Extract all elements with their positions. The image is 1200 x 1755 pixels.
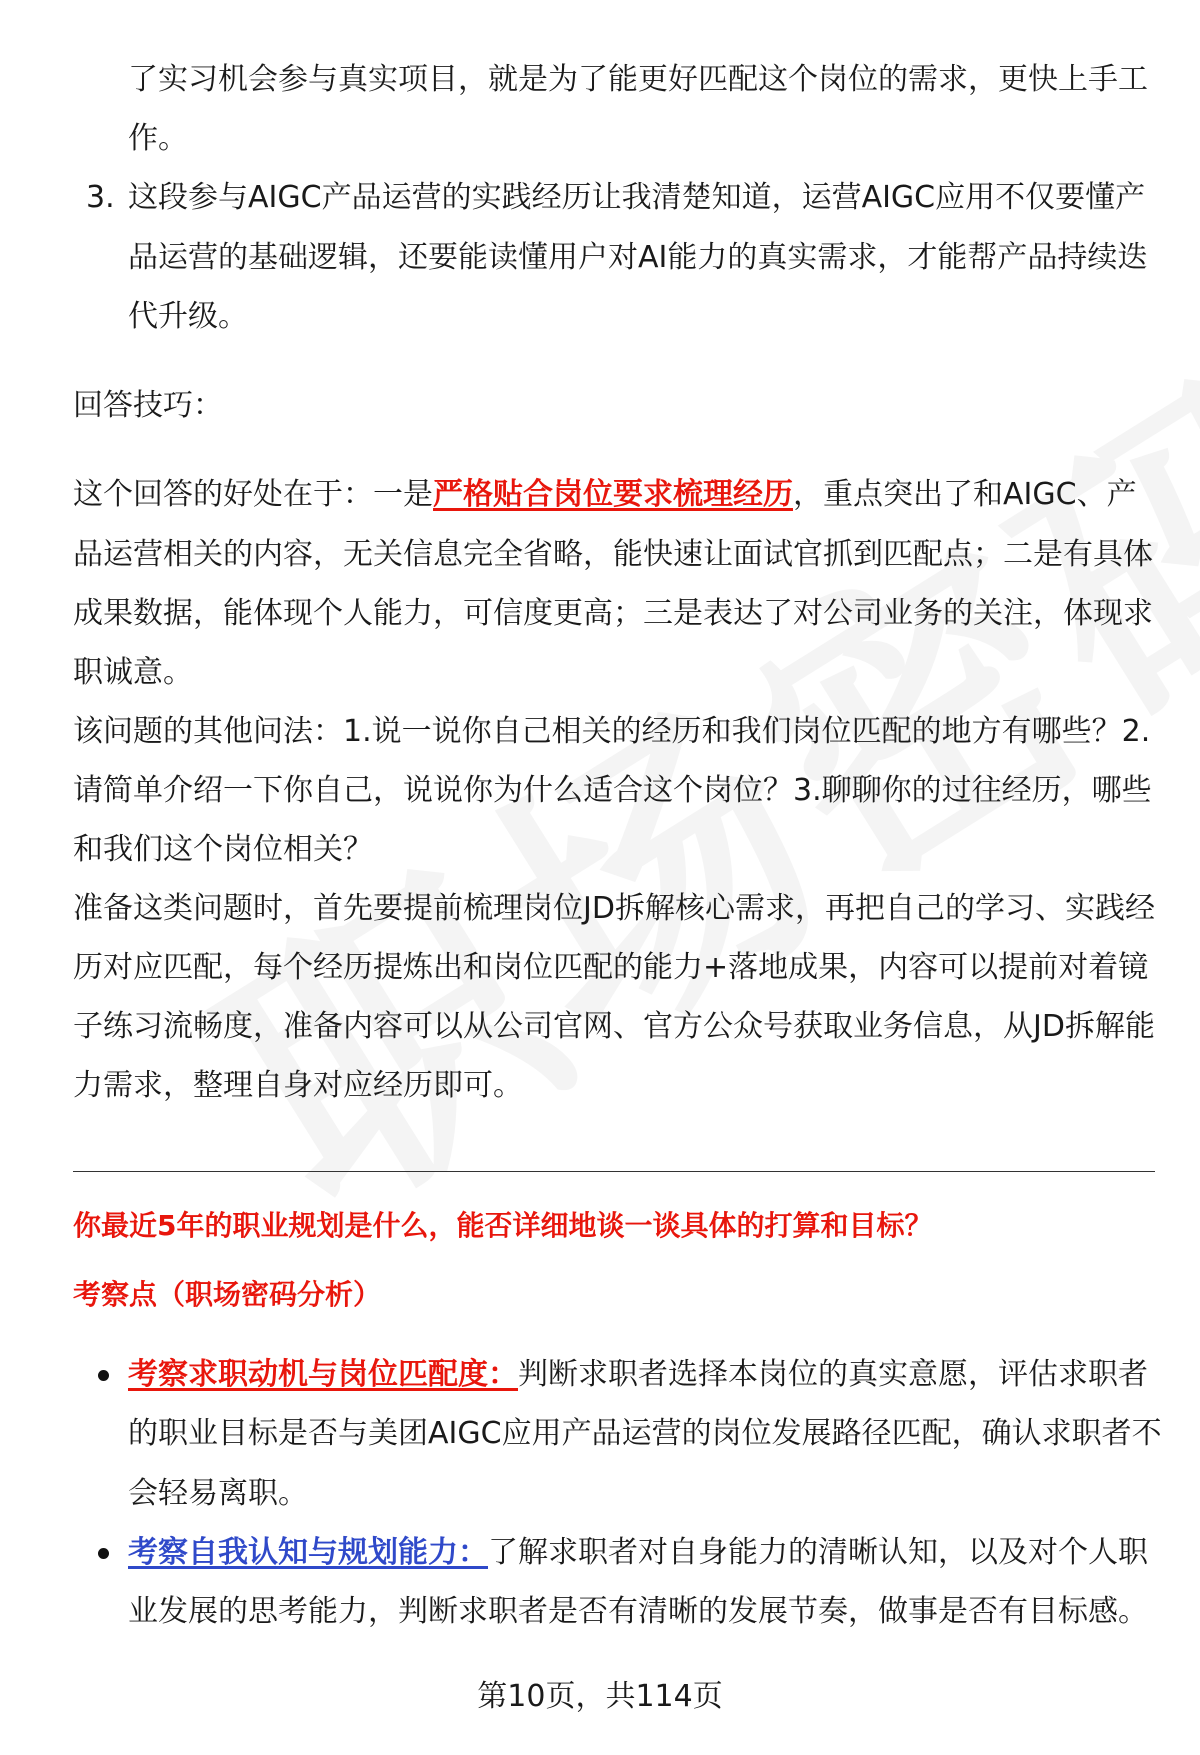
text-segment: 了解求职者对自身能力的清晰认知，以及对个人职 [488,1535,1148,1570]
bullet-dot [98,1370,109,1381]
highlight-text: 严格贴合岗位要求梳理经历 [433,477,793,512]
page-footer: 第10页，共114页 [477,1679,723,1714]
section-divider [73,1171,1155,1172]
text-segment: ，重点突出了和AIGC、产 [793,477,1137,512]
list-number: 3. [86,180,115,215]
bullet-line [128,1355,1148,1395]
text-line: 准备这类问题时，首先要提前梳理岗位JD拆解核心需求，再把自己的学习、实践经 [73,891,1155,926]
text-line: 和我们这个岗位相关？ [73,832,373,867]
text-line: 会轻易离职。 [128,1476,308,1511]
text-line [73,475,1137,515]
question-subtitle: 考察点（职场密码分析） [73,1278,382,1311]
text-line: 品运营相关的内容，无关信息完全省略，能快速让面试官抓到匹配点；二是有具体 [73,537,1153,572]
text-line: 职诚意。 [73,655,193,690]
text-segment: 判断求职者选择本岗位的真实意愿，评估求职者 [518,1357,1148,1392]
bullet-line [128,1533,1148,1573]
text-line: 了实习机会参与真实项目，就是为了能更好匹配这个岗位的需求，更快上手工 [128,62,1148,97]
text-line: 品运营的基础逻辑，还要能读懂用户对AI能力的真实需求，才能帮产品持续迭 [128,240,1148,275]
text-segment: 这个回答的好处在于：一是 [73,477,433,512]
text-line: 该问题的其他问法：1.说一说你自己相关的经历和我们岗位匹配的地方有哪些？2. [73,714,1151,749]
text-line: 子练习流畅度，准备内容可以从公司官网、官方公众号获取业务信息，从JD拆解能 [73,1009,1155,1044]
bullet-highlight: 考察求职动机与岗位匹配度： [128,1357,518,1392]
text-line: 的职业目标是否与美团AIGC应用产品运营的岗位发展路径匹配，确认求职者不 [128,1416,1162,1451]
bullet-highlight: 考察自我认知与规划能力： [128,1535,488,1570]
text-line: 力需求，整理自身对应经历即可。 [73,1068,523,1103]
text-line: 代升级。 [128,299,248,334]
text-line: 这段参与AIGC产品运营的实践经历让我清楚知道，运营AIGC应用不仅要懂产 [128,180,1146,215]
text-line: 成果数据，能体现个人能力，可信度更高；三是表达了对公司业务的关注，体现求 [73,596,1153,631]
bullet-dot [98,1548,109,1559]
text-line: 作。 [128,121,188,156]
text-line: 业发展的思考能力，判断求职者是否有清晰的发展节奏，做事是否有目标感。 [128,1594,1148,1629]
section-label: 回答技巧： [73,388,223,423]
text-line: 历对应匹配，每个经历提炼出和岗位匹配的能力+落地成果，内容可以提前对着镜 [73,950,1149,985]
text-line: 请简单介绍一下你自己，说说你为什么适合这个岗位？3.聊聊你的过往经历，哪些 [73,773,1152,808]
question-title: 你最近5年的职业规划是什么，能否详细地谈一谈具体的打算和目标？ [73,1209,933,1242]
